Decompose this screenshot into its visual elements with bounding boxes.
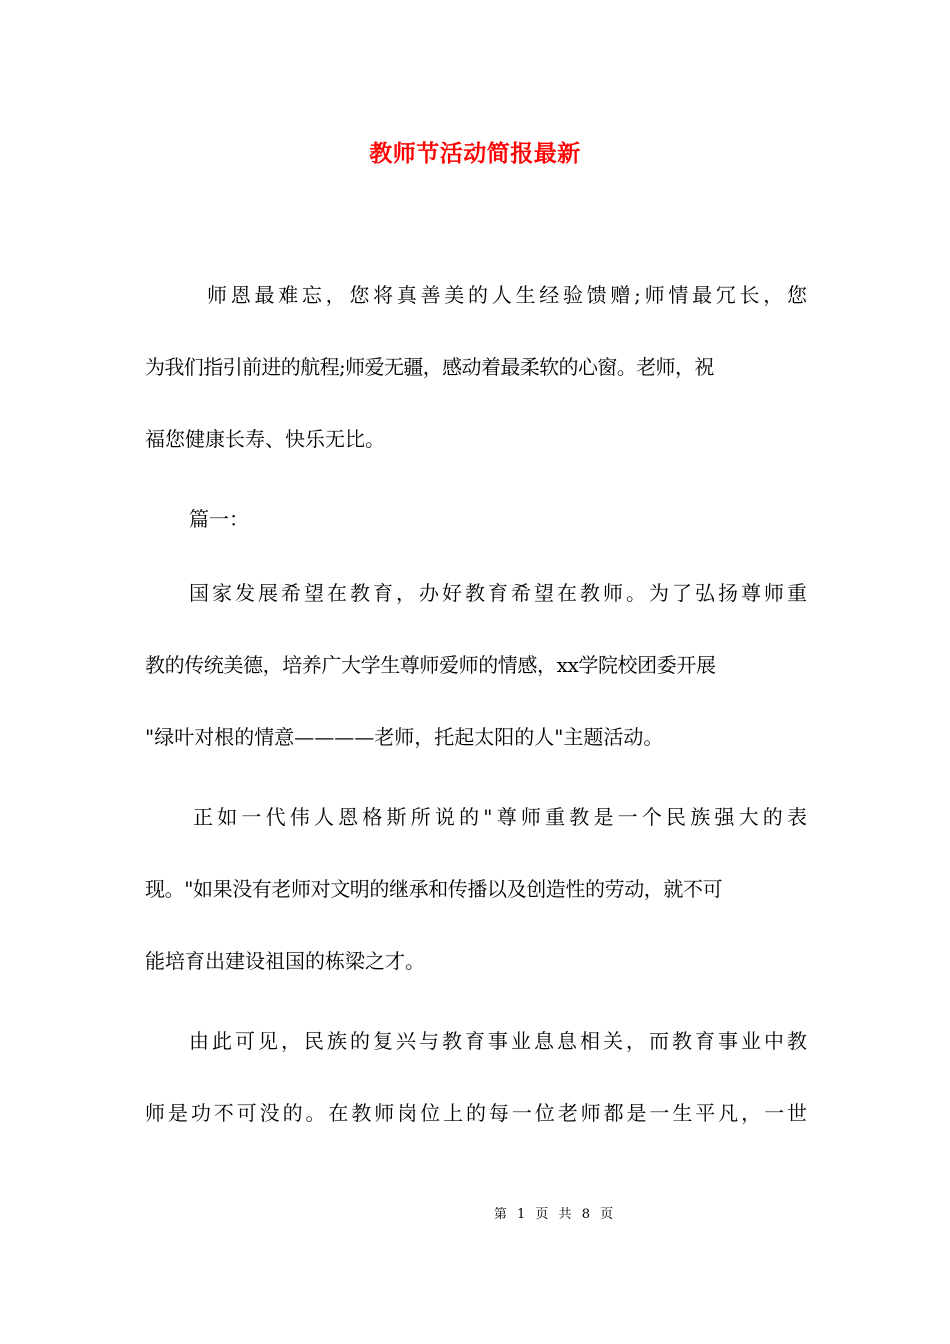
section-heading-text: 篇一： <box>189 507 249 531</box>
page-number-footer: 第 1 页 共 8 页 <box>493 1207 617 1222</box>
paragraph-line: 为我们指引前进的航程;师爱无疆，感动着最柔软的心窗。老师，祝 <box>145 355 714 379</box>
paragraph-line: 师是功不可没的。在教师岗位上的每一位老师都是一生平凡，一世 <box>145 1101 807 1125</box>
paragraph-education <box>145 574 807 756</box>
paragraph-line: 福您健康长寿、快乐无比。 <box>145 427 385 451</box>
paragraph-revival <box>145 1022 807 1132</box>
paragraph-line: 正如一代伟人恩格斯所说的"尊师重教是一个民族强大的表 <box>193 805 807 829</box>
paragraph-line: 师恩最难忘，您将真善美的人生经验馈赠;师情最冗长，您 <box>207 283 807 307</box>
paragraph-line: "绿叶对根的情意————老师，托起太阳的人"主题活动。 <box>145 725 664 749</box>
paragraph-line: 现。"如果没有老师对文明的继承和传播以及创造性的劳动，就不可 <box>145 877 723 901</box>
section-heading <box>145 500 807 538</box>
paragraph-intro <box>145 276 807 458</box>
paragraph-line: 教的传统美德，培养广大学生尊师爱师的情感，xx学院校团委开展 <box>145 653 716 677</box>
document-title: 教师节活动简报最新 <box>369 140 581 167</box>
paragraph-line: 由此可见，民族的复兴与教育事业息息相关，而教育事业中教 <box>189 1029 807 1053</box>
paragraph-engels <box>145 798 807 980</box>
paragraph-line: 国家发展希望在教育，办好教育希望在教师。为了弘扬尊师重 <box>189 581 807 605</box>
paragraph-line: 能培育出建设祖国的栋梁之才。 <box>145 949 425 973</box>
